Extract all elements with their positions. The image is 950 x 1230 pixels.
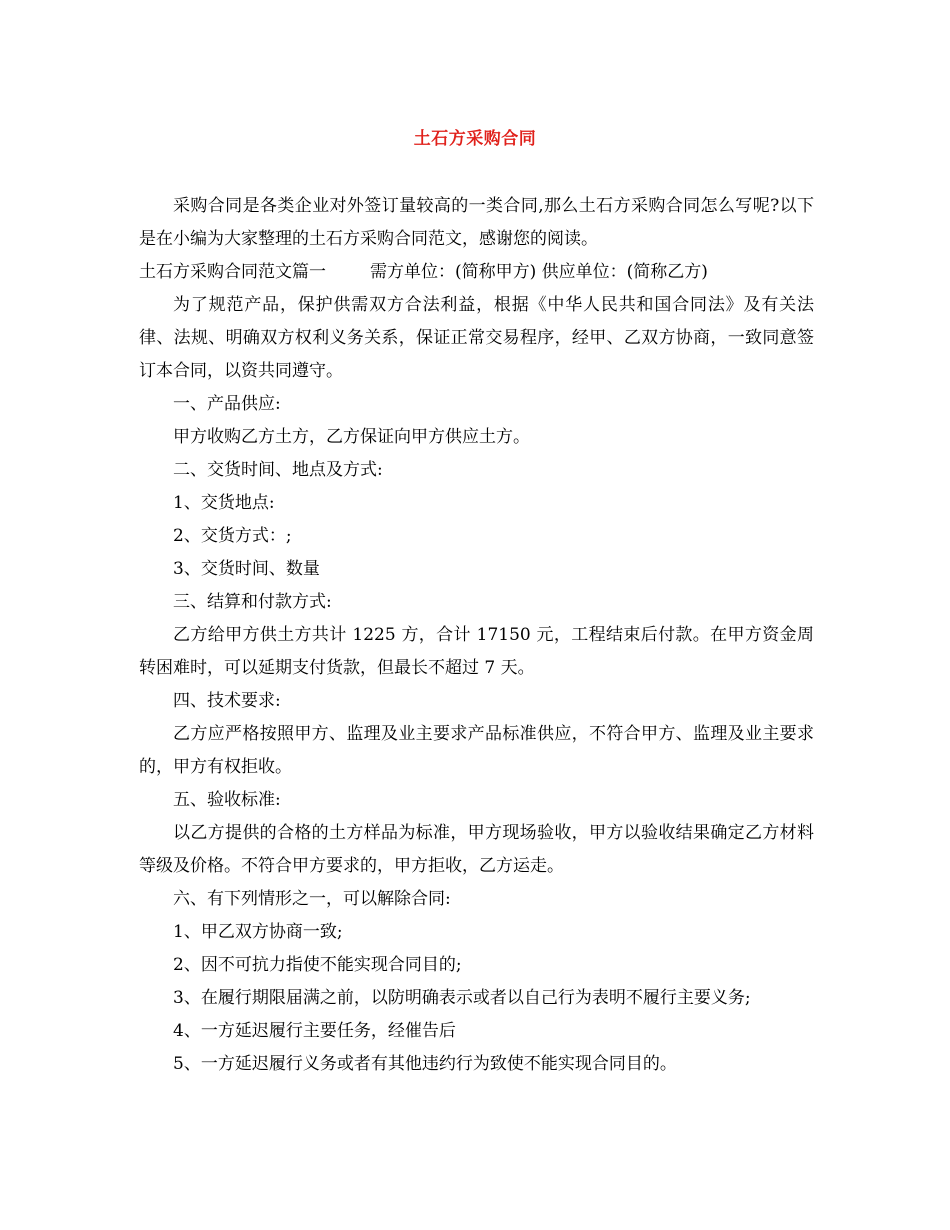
sample-heading-line: [139, 256, 814, 289]
section-2-item-1: 1、交货地点:: [173, 493, 275, 513]
section-6-item-1: 1、甲乙双方协商一致;: [173, 922, 343, 942]
section-1-title: 一、产品供应:: [173, 394, 281, 414]
document-title: 土石方采购合同: [413, 129, 537, 149]
section-2-item-2: 2、交货方式：;: [173, 526, 292, 546]
parties-line: 需方单位：(简称甲方) 供应单位：(简称乙方): [370, 262, 708, 282]
section-3-text: 乙方给甲方供土方共计 1225 方，合计 17150 元，工程结束后付款。在甲方资金周转困难时，可以延期支付货款，但最长不超过 7 天。: [139, 625, 814, 678]
section-6-item-4: 4、一方延迟履行主要任务，经催告后: [173, 1021, 456, 1041]
section-6-item-5: 5、一方延迟履行义务或者有其他违约行为致使不能实现合同目的。: [173, 1054, 677, 1074]
section-2-item-3: 3、交货时间、数量: [173, 559, 320, 579]
section-5-title: 五、验收标准:: [173, 790, 281, 810]
section-1-text: 甲方收购乙方土方，乙方保证向甲方供应土方。: [173, 427, 530, 447]
section-5-text: 以乙方提供的合格的土方样品为标准，甲方现场验收，甲方以验收结果确定乙方材料等级及价格。不符合甲方要求的，甲方拒收，乙方运走。: [139, 823, 814, 876]
section-4-text: 乙方应严格按照甲方、监理及业主要求产品标准供应，不符合甲方、监理及业主要求的，甲方有权拒收。: [139, 724, 814, 777]
section-6-item-3: 3、在履行期限届满之前，以防明确表示或者以自己行为表明不履行主要义务;: [173, 988, 751, 1008]
intro-paragraph: 采购合同是各类企业对外签订量较高的一类合同,那么土石方采购合同怎么写呢?以下是在小编为大家整理的土石方采购合同范文，感谢您的阅读。: [139, 196, 814, 249]
section-6-title: 六、有下列情形之一，可以解除合同:: [173, 889, 451, 909]
section-2-title: 二、交货时间、地点及方式:: [173, 460, 383, 480]
document-body: [139, 190, 814, 1081]
section-6-item-2: 2、因不可抗力指使不能实现合同目的;: [173, 955, 462, 975]
section-3-title: 三、结算和付款方式:: [173, 592, 332, 612]
sample-heading: 土石方采购合同范文篇一: [139, 262, 326, 282]
preamble-paragraph: 为了规范产品，保护供需双方合法利益，根据《中华人民共和国合同法》及有关法律、法规、明确双方权利义务关系，保证正常交易程序，经甲、乙双方协商，一致同意签订本合同，以资共同遵守。: [139, 295, 814, 381]
section-4-title: 四、技术要求:: [173, 691, 281, 711]
